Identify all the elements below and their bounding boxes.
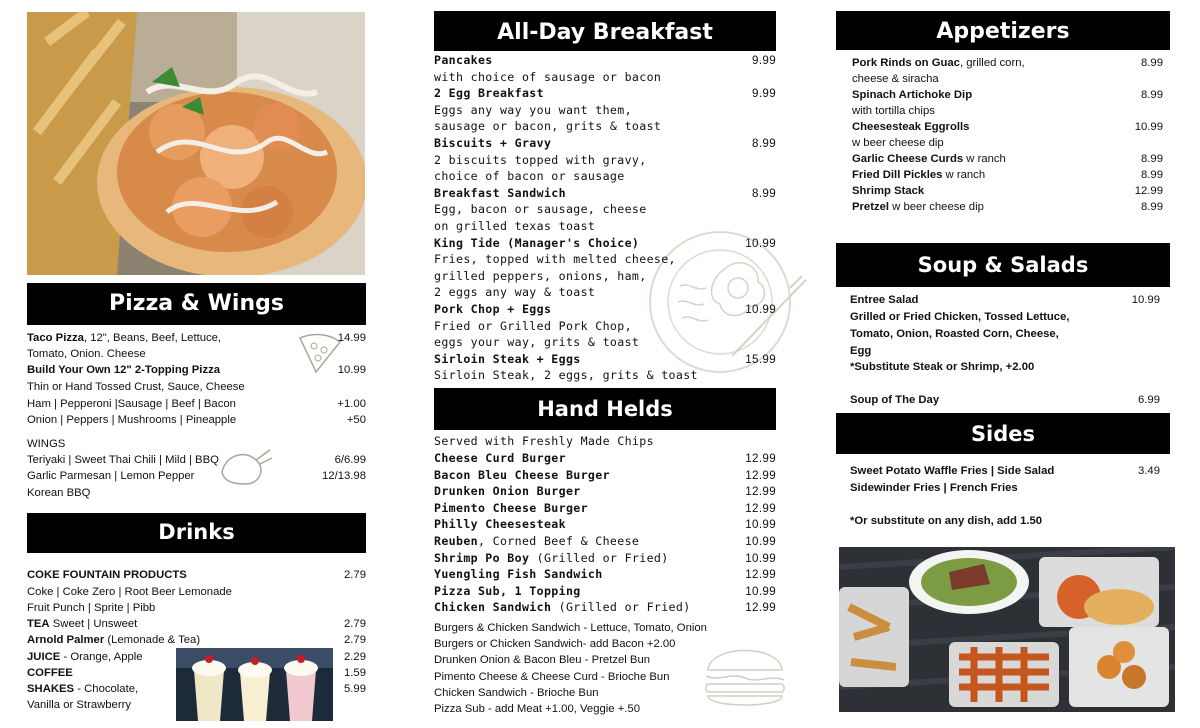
handheld-item-philly-cheesesteak bbox=[434, 516, 776, 534]
appetizer-item-desc: with tortilla chips bbox=[852, 105, 935, 117]
breakfast-item-price: 9.99 bbox=[752, 54, 776, 67]
soup-price: 6.99 bbox=[1138, 394, 1160, 406]
breakfast-item-name: Biscuits + Gravy bbox=[434, 136, 552, 150]
wings-price-12: 12/13.98 bbox=[322, 470, 366, 482]
taco-pizza-desc: , 12", Beans, Beef, Lettuce, bbox=[83, 332, 222, 344]
breakfast-item-desc: choice of bacon or sausage bbox=[434, 169, 625, 184]
appetizer-item-price: 10.99 bbox=[1134, 121, 1163, 133]
juice-label: JUICE bbox=[27, 651, 61, 663]
wings-flavors-1: Teriyaki | Sweet Thai Chili | Mild | BBQ bbox=[27, 454, 219, 466]
taco-pizza-name: Taco Pizza bbox=[27, 332, 84, 344]
handheld-note: Drunken Onion & Bacon Bleu - Pretzel Bun bbox=[434, 654, 651, 667]
breakfast-item-2-egg-breakfast bbox=[434, 85, 776, 103]
breakfast-item-pancakes bbox=[434, 52, 776, 70]
breakfast-item-price: 8.99 bbox=[752, 186, 776, 200]
breakfast-item-desc: eggs your way, grits & toast bbox=[434, 335, 640, 350]
handheld-item-price: 12.99 bbox=[745, 568, 776, 582]
breakfast-item-name: Breakfast Sandwich bbox=[434, 185, 566, 200]
breakfast-item-desc: 2 eggs any way & toast bbox=[434, 285, 596, 300]
handheld-item-pimento-cheese-burger bbox=[434, 500, 776, 518]
pizza-wings-banner: Pizza & Wings bbox=[27, 283, 366, 325]
shrimp-roll-photo bbox=[27, 12, 365, 275]
tea-row bbox=[27, 616, 366, 633]
appetizer-item-fried-dill-pickles bbox=[852, 167, 1163, 183]
wings-flavors-2: Garlic Parmesan | Lemon Pepper bbox=[27, 470, 195, 482]
byo-pizza-row bbox=[27, 362, 366, 379]
handhelds-banner: Hand Helds bbox=[434, 388, 776, 430]
byo-pizza-name: Build Your Own 12" 2-Topping Pizza bbox=[27, 364, 221, 376]
taco-pizza-row bbox=[27, 330, 366, 347]
tea-label: TEA bbox=[27, 618, 50, 630]
breakfast-item-price: 10.99 bbox=[745, 303, 776, 316]
breakfast-item-desc: Sirloin Steak, 2 eggs, grits & toast bbox=[434, 368, 698, 383]
handheld-item-name: Philly Cheesesteak bbox=[434, 517, 566, 532]
breakfast-item-pork-chop-eggs bbox=[434, 301, 776, 319]
food-spread-photo bbox=[839, 547, 1175, 712]
burger-icon bbox=[700, 636, 790, 716]
wings-row-2 bbox=[27, 468, 366, 485]
handheld-item-price: 10.99 bbox=[745, 551, 776, 565]
milkshakes-photo bbox=[176, 648, 333, 721]
sides-banner: Sides bbox=[836, 413, 1170, 454]
toppings-meat-row bbox=[27, 396, 366, 413]
byo-pizza-price: 10.99 bbox=[337, 364, 366, 376]
handheld-item-name: Chicken Sandwich bbox=[434, 600, 552, 615]
handheld-item-name: Drunken Onion Burger bbox=[434, 484, 581, 499]
handheld-item-name: Yuengling Fish Sandwich bbox=[434, 567, 603, 582]
toppings-meat: Ham | Pepperoni |Sausage | Beef | Bacon bbox=[27, 398, 236, 410]
breakfast-item-price: 9.99 bbox=[752, 87, 776, 101]
appetizer-item-extra: w ranch bbox=[942, 169, 986, 181]
shakes-label: SHAKES bbox=[27, 683, 75, 695]
soup-salads-banner: Soup & Salads bbox=[836, 243, 1170, 287]
entree-salad-price: 10.99 bbox=[1131, 294, 1160, 306]
breakfast-item-name: King Tide (Manager's Choice) bbox=[434, 235, 640, 250]
appetizer-item-desc: w beer cheese dip bbox=[852, 137, 944, 149]
toppings-veg-price: +50 bbox=[346, 414, 366, 426]
breakfast-item-name: 2 Egg Breakfast bbox=[434, 86, 544, 101]
sides-line-1: Sweet Potato Waffle Fries | Side Salad bbox=[850, 465, 1055, 477]
appetizer-item-shrimp-stack bbox=[852, 183, 1163, 199]
breakfast-item-king-tide-manager-s-choice bbox=[434, 235, 776, 253]
appetizer-item-name: Pork Rinds on Guac bbox=[852, 57, 960, 69]
handheld-item-price: 10.99 bbox=[745, 535, 776, 548]
breakfast-item-desc: 2 biscuits topped with gravy, bbox=[434, 152, 647, 167]
handheld-item-chicken-sandwich bbox=[434, 599, 776, 617]
handheld-note: Chicken Sandwich - Brioche Bun bbox=[434, 686, 599, 699]
handheld-note: Pimento Cheese & Cheese Curd - Brioche Bun bbox=[434, 670, 670, 683]
appetizer-item-desc: cheese & siracha bbox=[852, 73, 939, 85]
drinks-banner: Drinks bbox=[27, 513, 366, 553]
handheld-item-yuengling-fish-sandwich bbox=[434, 566, 776, 584]
handheld-item-name: Cheese Curd Burger bbox=[434, 451, 566, 465]
appetizer-item-price: 8.99 bbox=[1141, 201, 1163, 213]
entree-salad-desc-3: Egg bbox=[850, 345, 872, 357]
breakfast-item-desc: on grilled texas toast bbox=[434, 219, 596, 233]
soup-name: Soup of The Day bbox=[850, 394, 940, 406]
shakes-desc-2: Vanilla or Strawberry bbox=[27, 699, 132, 711]
breakfast-item-desc: Egg, bacon or sausage, cheese bbox=[434, 202, 647, 217]
appetizer-item-price: 12.99 bbox=[1134, 185, 1163, 197]
handheld-item-extra: , Corned Beef & Cheese bbox=[477, 534, 640, 548]
handheld-item-price: 10.99 bbox=[745, 584, 776, 598]
tea-price: 2.79 bbox=[344, 618, 366, 630]
appetizer-item-extra: w ranch bbox=[963, 153, 1006, 165]
breakfast-item-price: 10.99 bbox=[745, 236, 776, 250]
handheld-item-name: Pizza Sub, 1 Topping bbox=[434, 583, 581, 598]
handheld-item-name: Shrimp Po Boy bbox=[434, 550, 530, 565]
breakfast-item-desc: grilled peppers, onions, ham, bbox=[434, 268, 647, 283]
appetizer-item-extra: , grilled corn, bbox=[959, 57, 1025, 69]
handheld-item-pizza-sub-1-topping bbox=[434, 583, 776, 601]
entree-salad-desc-2: Tomato, Onion, Roasted Corn, Cheese, bbox=[850, 328, 1059, 340]
handheld-item-extra: (Grilled or Fried) bbox=[529, 550, 669, 565]
wings-flavors-3: Korean BBQ bbox=[27, 487, 91, 499]
entree-salad-desc-4: *Substitute Steak or Shrimp, +2.00 bbox=[850, 361, 1035, 373]
breakfast-item-desc: Eggs any way you want them, bbox=[434, 102, 632, 117]
taco-pizza-desc-2: Tomato, Onion. Cheese bbox=[27, 348, 146, 360]
handheld-note: Burgers & Chicken Sandwich - Lettuce, Tomato, Onion bbox=[434, 622, 707, 634]
appetizer-item-name: Garlic Cheese Curds bbox=[852, 153, 964, 165]
handheld-item-price: 12.99 bbox=[745, 501, 776, 515]
juice-price: 2.29 bbox=[344, 651, 366, 663]
handheld-item-price: 12.99 bbox=[745, 468, 776, 482]
breakfast-item-name: Pork Chop + Eggs bbox=[434, 302, 552, 316]
breakfast-item-name: Sirloin Steak + Eggs bbox=[434, 351, 581, 366]
shakes-price: 5.99 bbox=[344, 683, 366, 695]
breakfast-item-desc: with choice of sausage or bacon bbox=[434, 69, 662, 84]
breakfast-banner: All-Day Breakfast bbox=[434, 11, 776, 51]
appetizer-item-price: 8.99 bbox=[1141, 57, 1163, 69]
handheld-item-reuben bbox=[434, 533, 776, 551]
handheld-item-bacon-bleu-cheese-burger bbox=[434, 467, 776, 485]
toppings-meat-price: +1.00 bbox=[337, 398, 366, 410]
appetizer-item-name: Fried Dill Pickles bbox=[852, 169, 943, 181]
sides-line-2: Sidewinder Fries | French Fries bbox=[850, 482, 1018, 494]
entree-salad-name: Entree Salad bbox=[850, 294, 919, 306]
appetizer-item-pork-rinds-on-guac bbox=[852, 55, 1163, 71]
handheld-item-name: Bacon Bleu Cheese Burger bbox=[434, 467, 610, 482]
arnold-row bbox=[27, 632, 366, 649]
appetizer-item-price: 8.99 bbox=[1141, 89, 1163, 101]
coke-list-1: Coke | Coke Zero | Root Beer Lemonade bbox=[27, 586, 232, 598]
appetizer-item-name: Spinach Artichoke Dip bbox=[852, 89, 973, 101]
sides-price: 3.49 bbox=[1138, 465, 1160, 477]
handhelds-intro: Served with Freshly Made Chips bbox=[434, 434, 654, 448]
sides-note: *Or substitute on any dish, add 1.50 bbox=[850, 515, 1043, 527]
handheld-item-price: 12.99 bbox=[745, 485, 776, 499]
handheld-note: Pizza Sub - add Meat +1.00, Veggie +.50 bbox=[434, 703, 640, 715]
wings-price-6: 6/6.99 bbox=[334, 454, 366, 466]
arnold-price: 2.79 bbox=[344, 634, 366, 646]
breakfast-item-desc: Fries, topped with melted cheese, bbox=[434, 252, 676, 267]
wings-row-1 bbox=[27, 452, 366, 469]
arnold-desc: (Lemonade & Tea) bbox=[104, 634, 201, 646]
appetizer-item-price: 8.99 bbox=[1141, 153, 1163, 165]
coke-list-2: Fruit Punch | Sprite | Pibb bbox=[27, 602, 156, 614]
tea-desc: Sweet | Unsweet bbox=[49, 618, 138, 630]
byo-pizza-desc: Thin or Hand Tossed Crust, Sauce, Cheese bbox=[27, 381, 245, 393]
coke-label: COKE FOUNTAIN PRODUCTS bbox=[27, 569, 187, 581]
appetizer-item-spinach-artichoke-dip bbox=[852, 87, 1163, 103]
appetizer-item-price: 8.99 bbox=[1141, 169, 1163, 181]
handheld-item-price: 12.99 bbox=[745, 601, 776, 615]
breakfast-item-desc: sausage or bacon, grits & toast bbox=[434, 119, 662, 134]
handheld-item-drunken-onion-burger bbox=[434, 483, 776, 501]
appetizer-item-name: Shrimp Stack bbox=[852, 185, 925, 197]
breakfast-item-name: Pancakes bbox=[434, 53, 493, 67]
handheld-item-price: 12.99 bbox=[745, 452, 776, 465]
soup-row bbox=[850, 392, 1160, 408]
breakfast-item-sirloin-steak-eggs bbox=[434, 351, 776, 369]
breakfast-item-price: 15.99 bbox=[745, 352, 776, 366]
wings-label: WINGS bbox=[27, 438, 66, 450]
entree-salad-row bbox=[850, 292, 1160, 308]
arnold-label: Arnold Palmer bbox=[27, 634, 105, 646]
handheld-item-shrimp-po-boy bbox=[434, 550, 776, 568]
appetizer-item-pretzel bbox=[852, 199, 1163, 215]
appetizer-item-cheesesteak-eggrolls bbox=[852, 119, 1163, 135]
coffee-label: COFFEE bbox=[27, 667, 73, 679]
toppings-veg: Onion | Peppers | Mushrooms | Pineapple bbox=[27, 414, 237, 426]
shakes-desc: - Chocolate, bbox=[74, 683, 139, 695]
handheld-note: Burgers or Chicken Sandwich- add Bacon +2.00 bbox=[434, 638, 676, 651]
handheld-item-name: Reuben bbox=[434, 534, 478, 548]
breakfast-item-desc: Fried or Grilled Pork Chop, bbox=[434, 318, 632, 333]
juice-desc: - Orange, Apple bbox=[60, 651, 143, 663]
coke-price: 2.79 bbox=[344, 569, 366, 581]
taco-pizza-price: 14.99 bbox=[337, 332, 366, 344]
handheld-item-name: Pimento Cheese Burger bbox=[434, 500, 588, 515]
breakfast-item-biscuits-gravy bbox=[434, 135, 776, 153]
breakfast-item-breakfast-sandwich bbox=[434, 185, 776, 203]
coke-row bbox=[27, 567, 366, 584]
sides-row-1 bbox=[850, 463, 1160, 479]
appetizer-item-name: Cheesesteak Eggrolls bbox=[852, 121, 970, 133]
handheld-item-extra: (Grilled or Fried) bbox=[551, 600, 691, 615]
appetizer-item-name: Pretzel bbox=[852, 201, 890, 213]
handheld-item-cheese-curd-burger bbox=[434, 450, 776, 468]
coffee-price: 1.59 bbox=[344, 667, 366, 679]
toppings-veg-row bbox=[27, 412, 366, 429]
appetizers-banner: Appetizers bbox=[836, 11, 1170, 50]
entree-salad-desc-1: Grilled or Fried Chicken, Tossed Lettuce, bbox=[850, 311, 1070, 323]
handheld-item-price: 10.99 bbox=[745, 518, 776, 532]
appetizer-item-extra: w beer cheese dip bbox=[889, 201, 984, 213]
breakfast-item-price: 8.99 bbox=[752, 137, 776, 150]
appetizer-item-garlic-cheese-curds bbox=[852, 151, 1163, 167]
